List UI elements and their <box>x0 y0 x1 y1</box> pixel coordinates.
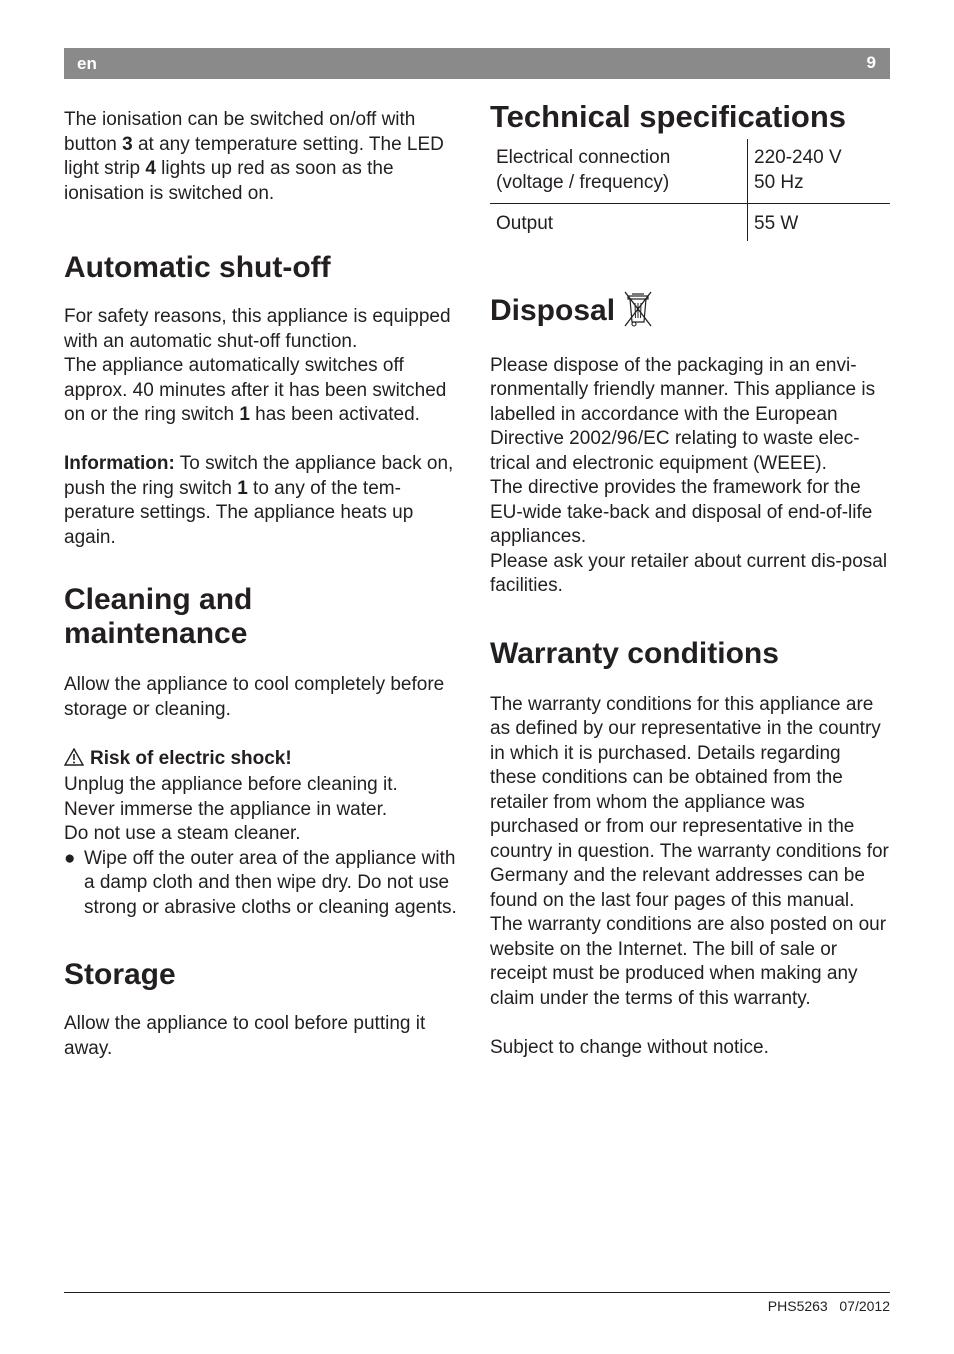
footer-model: PHS5263 <box>767 1298 828 1314</box>
list-item <box>64 847 464 921</box>
warranty-paragraph-3: Subject to change without notice. <box>490 1036 769 1058</box>
table-row <box>490 139 890 204</box>
warning-unplug: Unplug the appliance before cleaning it. <box>64 774 398 795</box>
heading-cleaning-maintenance: Cleaning and maintenance <box>64 583 253 650</box>
cleaning-paragraph: Allow the appliance to cool completely before storage or cleaning. <box>64 674 445 720</box>
spec-table <box>490 139 890 241</box>
heading-automatic-shutoff: Automatic shut-off <box>64 251 331 284</box>
right-column <box>490 100 890 1060</box>
footer-date: 07/2012 <box>839 1298 890 1314</box>
bullet-icon: ● <box>64 847 76 869</box>
heading-disposal: Disposal <box>490 294 616 327</box>
spec-value: 220-240 V 50 Hz <box>748 139 891 204</box>
warning-steam: Do not use a steam cleaner. <box>64 823 301 844</box>
ionisation-paragraph: The ionisation can be switched on/off with button 3 at any temperature setting. The LED light strip 4 lights up red as soon as the ionisation is switched on. <box>64 109 444 204</box>
shutoff-information: Information: To switch the appliance back on, push the ring switch 1 to any of the tem-perature settings. The appliance heats up again. <box>64 453 454 548</box>
shutoff-paragraph-1: For safety reasons, this appliance is equipped with an automatic shut-off function. <box>64 306 451 352</box>
warning-triangle-icon <box>64 748 84 774</box>
disposal-paragraph-3: Please ask your retailer about current dis-posal facilities. <box>490 550 888 596</box>
spec-label: Electrical connection (voltage / frequency) <box>490 139 748 204</box>
footer-divider <box>64 1292 890 1293</box>
left-column <box>64 100 464 1061</box>
shutoff-paragraph-2: The appliance automatically switches off approx. 40 minutes after it has been switched on or the ring switch 1 has been activated. <box>64 355 447 425</box>
disposal-heading-row <box>490 289 890 334</box>
language-code: en <box>77 54 97 73</box>
table-row <box>490 204 890 241</box>
warranty-paragraph-1: The warranty conditions for this appliance are as defined by our representative in the country in which it is purchased. Details regarding these conditions can be obtained from the retailer from whom the appliance was purchased or from our representative in the country in question. The warranty conditions for Germany and the relevant addresses can be found on the last four pages of this manual. <box>490 693 889 911</box>
warning-immerse: Never immerse the appliance in water. <box>64 798 388 820</box>
footer <box>768 1298 890 1314</box>
storage-paragraph: Allow the appliance to cool before putting it away. <box>64 1013 426 1059</box>
spec-value: 55 W <box>748 204 891 241</box>
bullet-text: Wipe off the outer area of the appliance with a damp cloth and then wipe dry. Do not use strong or abrasive cloths or cleaning agents. <box>84 847 457 918</box>
heading-warranty-conditions: Warranty conditions <box>490 636 779 670</box>
page-number: 9 <box>866 53 876 72</box>
warning-title: Risk of electric shock! <box>64 747 464 774</box>
disposal-paragraph-1: Please dispose of the packaging in an envi-ronmentally friendly manner. This appliance is labelled in accordance with the European Directive 2002/96/EC relating to waste elec-trical and electronic equipment (WEEE). <box>490 354 876 474</box>
disposal-paragraph-2: The directive provides the framework for the EU-wide take-back and disposal of end-of-life appliances. <box>490 477 873 547</box>
heading-storage: Storage <box>64 958 176 991</box>
spec-label: Output <box>496 213 554 234</box>
heading-technical-specifications: Technical specifications <box>490 99 847 134</box>
warranty-paragraph-2: The warranty conditions are also posted on our website on the Internet. The bill of sale or receipt must be produced when making any claim under the terms of this warranty. <box>490 914 887 1009</box>
page-header-bar <box>64 48 890 79</box>
crossed-out-wheelie-bin-icon <box>623 289 653 334</box>
